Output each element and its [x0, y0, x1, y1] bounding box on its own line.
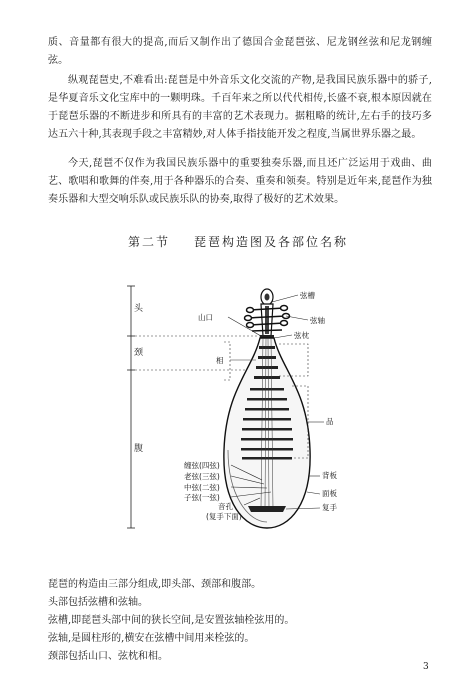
label-string-1: 子弦(一弦)	[184, 493, 220, 502]
label-nut: 山口	[198, 313, 213, 322]
label-sound-board: 面板	[322, 489, 337, 498]
label-string-2: 中弦(二弦)	[184, 483, 220, 492]
section-label-neck: 颈	[134, 348, 144, 358]
section-number: 第二节	[127, 235, 170, 249]
label-string-pillow: 弦枕	[294, 331, 309, 340]
section-label-body: 腹	[134, 444, 144, 454]
section-heading	[0, 233, 476, 250]
paragraph-1: 质、音量都有很大的提高,而后又制作出了德国合金琵琶弦、尼龙钢丝弦和尼龙钢缠弦。	[48, 37, 432, 66]
text-line-1: 琵琶的构造由三部分组成,即头部、颈部和腹部。	[48, 579, 262, 590]
label-sound-hole-note: (复手下面)	[206, 512, 242, 521]
page-number: 3	[423, 662, 429, 672]
label-pin-frets: 品	[326, 417, 334, 426]
text-line-2: 头部包括弦槽和弦轴。	[48, 597, 148, 608]
text-line-4: 弦轴,是圆柱形的,横安在弦槽中间用来栓弦的。	[48, 633, 255, 644]
text-line-5: 颈部包括山口、弦枕和相。	[48, 651, 168, 662]
label-sound-hole: 音孔	[218, 502, 233, 511]
label-pegbox: 弦槽	[300, 291, 315, 300]
label-bridge: 复手	[322, 503, 337, 512]
paragraph-2: 纵观琵琶史,不难看出:琵琶是中外音乐文化交流的产物,是我国民族乐器中的骄子,是华夏音乐文化宝库中的一颗明珠。千百年来之所以代代相传,长盛不衰,根本原因就在于琵琶乐器的不断进步和所具有的丰富的艺术表现力。据粗略的统计,左右手的技巧多达五六十种,其表现手段之丰富精妙,对人体手指技能开发之程度,当属世界乐器之最。	[48, 75, 432, 140]
pipa-illustration	[120, 280, 380, 545]
paragraph-3: 今天,琵琶不仅作为我国民族乐器中的重要独奏乐器,而且还广泛运用于戏曲、曲艺、歌唱和歌舞的伴奏,用于各种器乐的合奏、重奏和领奏。特别是近年来,琵琶作为独奏乐器和大型交响乐队或民族乐队的协奏,取得了极好的艺术效果。	[48, 158, 432, 205]
section-label-head: 头	[134, 304, 144, 314]
label-back-board: 背板	[322, 471, 337, 480]
label-xiang-frets: 相	[216, 356, 224, 365]
label-string-3: 老弦(三弦)	[184, 472, 220, 481]
section-title: 琵琶构造图及各部位名称	[194, 235, 349, 249]
pipa-structure-diagram	[120, 280, 380, 545]
text-line-3: 弦槽,即琵琶头部中间的狭长空间,是安置弦轴栓弦用的。	[48, 615, 295, 626]
label-tuning-peg: 弦轴	[310, 316, 325, 325]
label-string-4: 缠弦(四弦)	[184, 461, 220, 470]
